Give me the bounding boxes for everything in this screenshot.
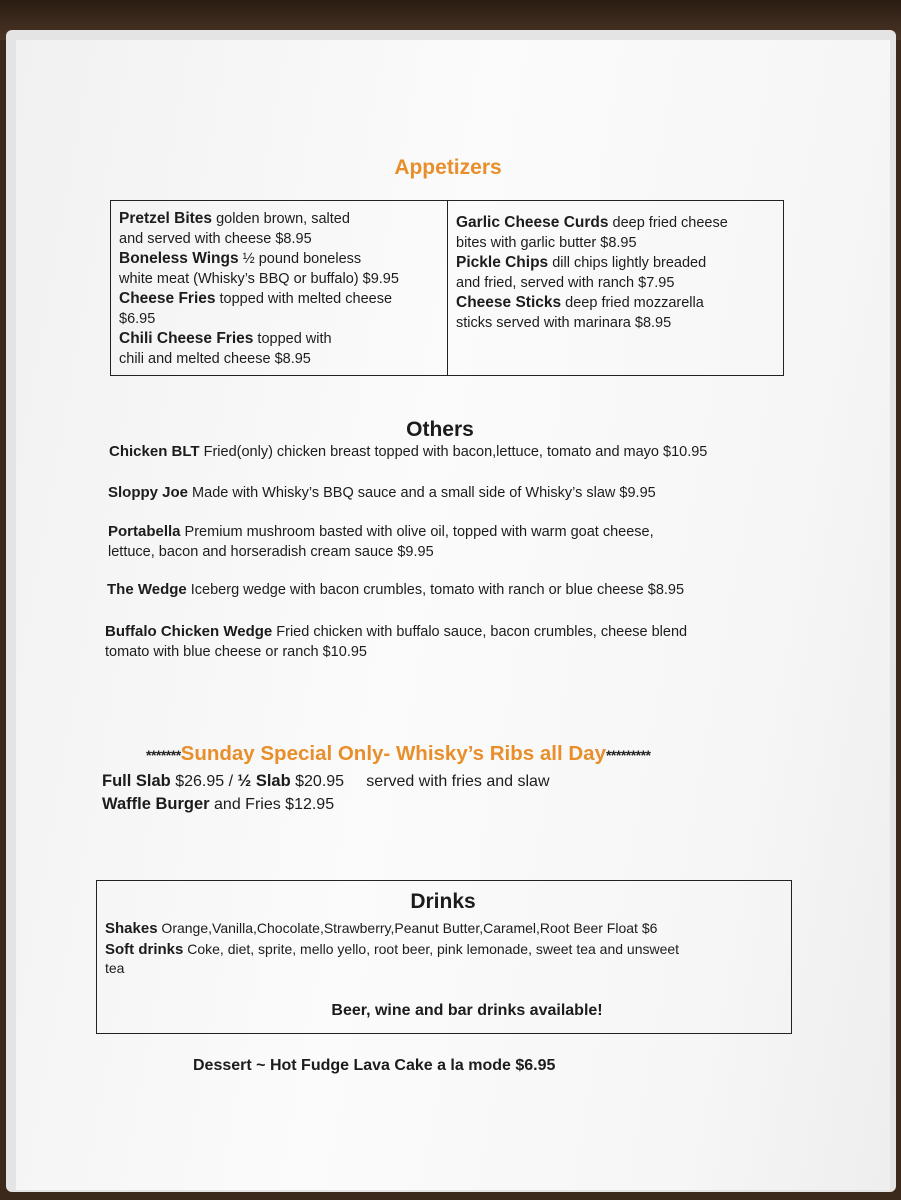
stars-left: ******* [146, 747, 181, 763]
menu-item-buffalo-chicken-wedge: Buffalo Chicken Wedge Fried chicken with buffalo sauce, bacon crumbles, cheese blend tomato with blue cheese or ranch $10.95 [105, 623, 688, 660]
appetizers-divider [447, 200, 448, 376]
sunday-special-heading: Sunday Special Only- Whisky’s Ribs all Day [180, 742, 606, 765]
menu-item-cheese-sticks: Cheese Sticks deep fried mozzarella sticks served with marinara $8.95 [456, 294, 704, 331]
drinks-soft-drinks: Soft drinks Coke, diet, sprite, mello yello, root beer, pink lemonade, sweet tea and unsweet tea [105, 941, 680, 976]
stars-right: ********* [605, 747, 651, 763]
menu-item-sloppy-joe: Sloppy Joe Made with Whisky’s BBQ sauce and a small side of Whisky’s slaw $9.95 [108, 484, 656, 501]
special-waffle-burger-line: Waffle Burger and Fries $12.95 [102, 795, 335, 813]
appetizers-left-column [119, 209, 441, 369]
special-ribs-line: Full Slab $26.95 / ½ Slab $20.95 served with fries and slaw [102, 772, 550, 790]
menu-item-pickle-chips: Pickle Chips dill chips lightly breaded and fried, served with ranch $7.95 [456, 254, 707, 291]
menu-item-portabella: Portabella Premium mushroom basted with olive oil, topped with warm goat cheese, lettuce, bacon and horseradish cream sauce $9.95 [108, 523, 654, 560]
appetizers-title: Appetizers [394, 156, 502, 179]
menu-item-the-wedge: The Wedge Iceberg wedge with bacon crumbles, tomato with ranch or blue cheese $8.95 [107, 581, 685, 598]
bar-drinks-note: Beer, wine and bar drinks available! [331, 1002, 603, 1019]
menu-item-chicken-blt: Chicken BLT Fried(only) chicken breast topped with bacon,lettuce, tomato and mayo $10.95 [109, 443, 708, 460]
menu-item-garlic-cheese-curds: Garlic Cheese Curds deep fried cheese bites with garlic butter $8.95 [456, 214, 728, 251]
menu-item-cheese-fries: Cheese Fries topped with melted cheese $6.95 [119, 290, 393, 327]
menu-item-chili-cheese-fries: Chili Cheese Fries topped with chili and melted cheese $8.95 [119, 330, 332, 367]
others-title: Others [406, 418, 474, 441]
appetizers-right-column [456, 213, 776, 333]
sunday-special-title [146, 742, 826, 766]
drinks-shakes: Shakes Orange,Vanilla,Chocolate,Strawberry,Peanut Butter,Caramel,Root Beer Float $6 [105, 920, 658, 937]
dessert-line: Dessert ~ Hot Fudge Lava Cake a la mode $6.95 [193, 1057, 556, 1074]
drinks-title: Drinks [410, 890, 476, 913]
menu-item-pretzel-bites: Pretzel Bites golden brown, salted and served with cheese $8.95 [119, 210, 350, 247]
menu-item-boneless-wings: Boneless Wings ½ pound boneless white meat (Whisky’s BBQ or buffalo) $9.95 [119, 250, 399, 287]
